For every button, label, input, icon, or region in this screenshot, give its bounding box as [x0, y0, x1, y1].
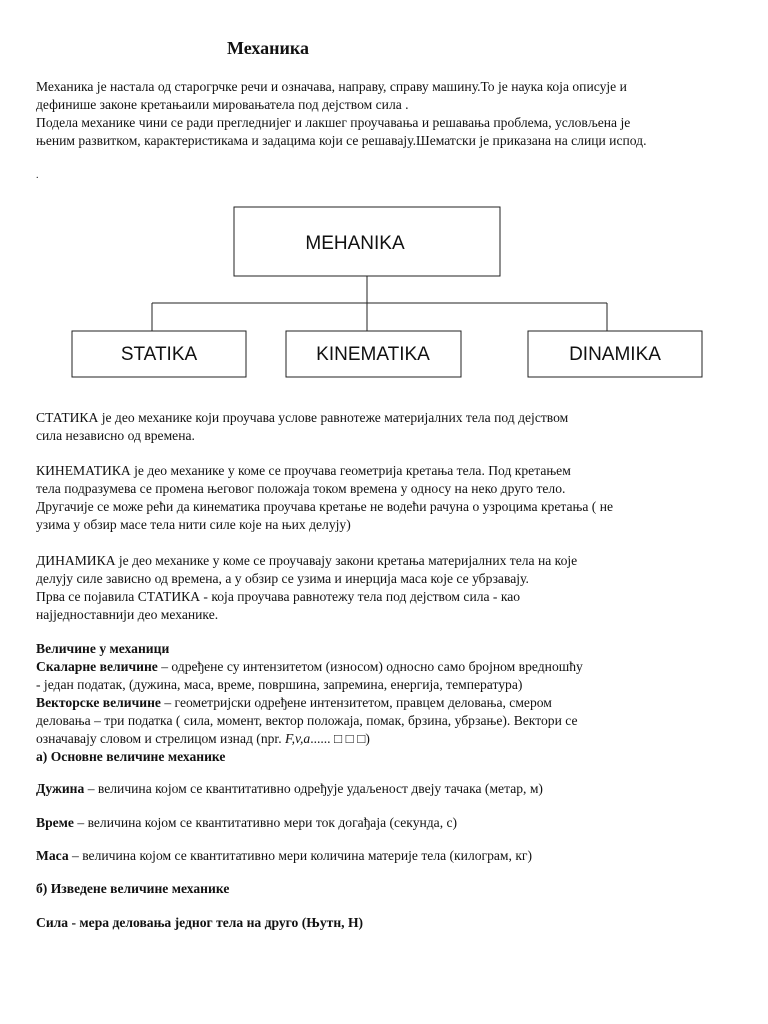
- vector-line: [36, 694, 736, 712]
- length-term: Дужина: [36, 781, 85, 796]
- kinematika-line: Другачије се може рећи да кинематика проучава кретање не водећи рачуна о узроцима кретања ( не: [36, 499, 614, 514]
- mass-definition: [36, 847, 736, 865]
- kinematika-line: КИНЕМАТИКА је део механике у коме се проучава геометрија кретања тела. Под кретањем: [36, 463, 571, 478]
- dinamika-box-label: DINAMIKA: [569, 344, 661, 365]
- intro-line: њеним развитком, карактеристикама и задацима који се решавају.Шематски је приказана на слици испод.: [36, 133, 647, 148]
- root-box-label: MEHANIKA: [305, 233, 405, 254]
- dinamika-line: Прва се појавила СТАТИКА - која проучава равнотежу тела под дејством сила - као: [36, 589, 521, 604]
- mass-def: – величина којом се квантитативно мери количина материје тела (килограм, кг): [68, 848, 533, 863]
- kinematika-line: тела подразумева се промена његовог положаја током времена у односу на неко друго тело.: [36, 481, 566, 496]
- dinamika-line: најједноставнији део механике.: [36, 607, 219, 622]
- dinamika-paragraph: [36, 552, 736, 624]
- statika-paragraph: [36, 409, 736, 445]
- vector-term: Векторске величине: [36, 695, 161, 710]
- scalar-def: – одређене су интензитетом (износом) односно само бројном вредношћу: [157, 659, 583, 674]
- time-definition: [36, 814, 736, 832]
- kinematika-paragraph: [36, 462, 736, 534]
- basic-quantities-heading: а) Основне величине механике: [36, 749, 226, 764]
- time-def: – величина којом се квантитативно мери ток догађаја (секунда, с): [73, 815, 458, 830]
- intro-line: Подела механике чини се ради прегледнијег и лакшег проучавања и решавања проблема, условљена је: [36, 115, 631, 130]
- force-definition: Сила - мера деловања једног тела на друго (Њутн, Н): [36, 915, 364, 930]
- dinamika-line: делују силе зависно од времена, а у обзир се узима и инерција маса које се убрзавају.: [36, 571, 529, 586]
- intro-line: дефинише законе кретањаили мировањатела под дејством сила .: [36, 97, 409, 112]
- quantities-section: [36, 640, 736, 766]
- kinematika-line: узима у обзир масе тела нити силе које на њих делују): [36, 517, 351, 532]
- stray-dot: .: [36, 170, 39, 181]
- length-def: – величина којом се квантитативно одређује удаљеност двеју тачака (метар, м): [84, 781, 543, 796]
- scalar-line-2: - један податак, (дужина, маса, време, површина, запремина, енергија, температура): [36, 677, 523, 692]
- derived-quantities-heading: б) Изведене величине механике: [36, 881, 230, 896]
- statika-box-label: STATIKA: [120, 344, 198, 365]
- scalar-line: [36, 658, 736, 676]
- page-title: Механика: [227, 38, 309, 58]
- kinematika-box-label: KINEMATIKA: [316, 344, 430, 365]
- vector-line-2: деловања – три податка ( сила, момент, вектор положаја, помак, брзина, убрзање). Вектори се: [36, 713, 578, 728]
- scalar-term: Скаларне величине: [36, 659, 158, 674]
- quantities-heading: Величине у механици: [36, 641, 170, 656]
- statika-line: сила независно од времена.: [36, 428, 195, 443]
- vector-line-3: означавају словом и стрелицом изнад (npr. F,v,a...... □ □ □): [36, 731, 370, 746]
- mechanics-diagram: [0, 0, 768, 400]
- vector-def: – геометријски одређене интензитетом, правцем деловања, смером: [160, 695, 552, 710]
- time-term: Време: [36, 815, 74, 830]
- dinamika-line: ДИНАМИКА је део механике у коме се проучавају закони кретања материјалних тела на које: [36, 553, 578, 568]
- statika-line: СТАТИКА је део механике који проучава услове равнотеже материјалних тела под дејством: [36, 410, 569, 425]
- vector-variables: F,v,a: [285, 731, 311, 746]
- intro-line: Механика је настала од старогрчке речи и означава, направу, справу машину.То је наука која описује и: [36, 79, 627, 94]
- mass-term: Маса: [36, 848, 69, 863]
- length-definition: [36, 780, 736, 798]
